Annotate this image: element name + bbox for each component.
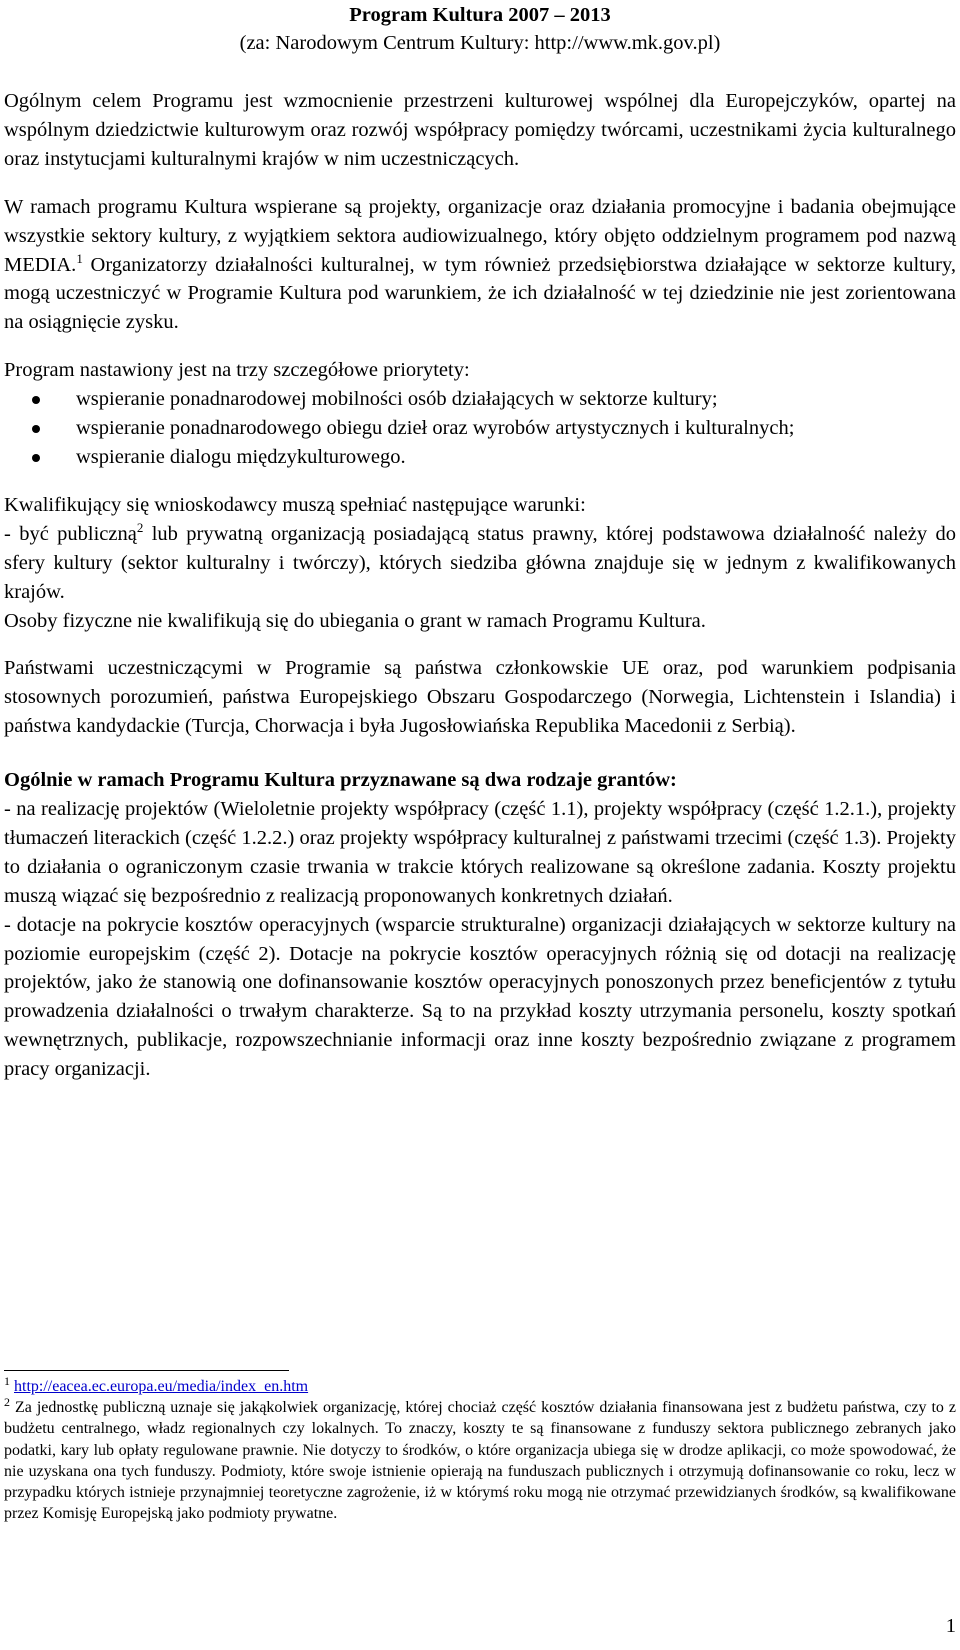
list-item (4, 414, 956, 443)
document-title: Program Kultura 2007 – 2013 (349, 4, 611, 26)
list-item (4, 385, 956, 414)
grants-operating: - dotacje na pokrycie kosztów operacyjnych (wsparcie strukturalne) organizacji działających w sektorze kultury na poziomie europejskim (część 2). Dotacje na pokrycie kosztów operacyjnych różnią się od dotacji na realizację projektów, jako że stanowią one dofinansowanie kosztów operacyjnych ponoszonych przez beneficjentów z tytułu prowadzenia działalności o trwałym charakterze. Są to na przykład koszty utrzymania personelu, koszty spotkań wewnętrznych, publikacje, rozpowszechnianie informacji oraz inne koszty bezpośrednio związane z programem pracy organizacji. (4, 913, 956, 1081)
paragraph-scope-text-a: W ramach programu Kultura wspierane są projekty, organizacje oraz działania promocyjne i badania obejmujące wszystkie sektory kultury, z wyjątkiem sektora audiowizualnego, który objęto oddzielnym programem pod nazwą MEDIA. (4, 195, 956, 276)
document-subtitle: (za: Narodowym Centrum Kultury: http://www.mk.gov.pl) (239, 32, 721, 54)
document-body (4, 0, 956, 1084)
list-item (4, 443, 956, 472)
footnote-1-link[interactable]: http://eacea.ec.europa.eu/media/index_en.htm (14, 1378, 309, 1395)
footnote-ref-2: 2 (136, 519, 144, 535)
eligibility-intro: Kwalifikujący się wnioskodawcy muszą spełniać następujące warunki: (4, 493, 586, 516)
footnote-ref-1: 1 (76, 250, 83, 266)
paragraph-program-scope (4, 193, 956, 338)
paragraph-general-goal: Ogólnym celem Programu jest wzmocnienie przestrzeni kulturowej wspólnej dla Europejczyków, opartej na wspólnym dziedzictwie kulturowym oraz rozwój współpracy pomiędzy twórcami, uczestnikami życia kulturalnego oraz instytucjami kulturalnymi krajów w nim uczestniczących. (4, 90, 956, 170)
priorities-list (4, 385, 956, 472)
bullet-icon (32, 396, 40, 404)
page-number: 1 (945, 1615, 956, 1637)
spacer (4, 635, 956, 654)
footnote-1 (4, 1376, 956, 1397)
paragraph-participating-countries: Państwami uczestniczącymi w Programie są państwa członkowskie UE oraz, pod warunkiem podpisania stosownych porozumień, państwa Europejskiego Obszaru Gospodarczego (Norwegia, Lichtenstein i Islandia) i państwa kandydackie (Turcja, Chorwacja i była Jugosłowiańska Republika Macedonii z Serbią). (4, 657, 956, 738)
footnote-divider (4, 1370, 289, 1371)
list-item-text: wspieranie ponadnarodowego obiegu dzieł oraz wyrobów artystycznych i kulturalnych; (76, 417, 795, 440)
bullet-icon (32, 454, 40, 462)
list-item-text: wspieranie dialogu międzykulturowego. (76, 445, 406, 468)
spacer (4, 741, 956, 766)
priorities-intro: Program nastawiony jest na trzy szczegółowe priorytety: (4, 359, 470, 382)
bullet-icon (32, 425, 40, 433)
eligibility-text-a: - być publiczną (4, 522, 137, 545)
footnotes (4, 1376, 956, 1524)
footnote-2-text: Za jednostkę publiczną uznaje się jakąkolwiek organizację, której chociaż część kosztów działania finansowana jest z budżetu państwa, czy to z budżetu centralnego, władz regionalnych czy lokalnych. To znaczy, koszty te są finansowane z funduszy sektora publicznego zebranych jako podatki, kary lub opłaty regulowane prawnie. Nie dotyczy to środków, o które organizacja ubiega się w drodze aplikacji, co może spowodować, że nie uzyskana ona tych funduszy. Podmioty, które swoje istnienie opierają na funduszach publicznych i otrzymują dofinansowanie co roku, lecz w przypadku których istnieje przynajmniej teoretyczne zagrożenie, iż w którymś roku mogą nie otrzymać przewidzianych środków, są kwalifikowane przez Komisję Europejską jako podmioty prywatne. (4, 1399, 956, 1523)
footnote-mark-2: 2 (4, 1395, 10, 1410)
eligibility-condition (4, 520, 956, 607)
grants-projects: - na realizację projektów (Wieloletnie projekty współpracy (część 1.1), projekty współpracy (część 1.2.1.), projekty tłumaczeń literackich (część 1.2.2.) oraz projekty współpracy kulturalnej z państwami trzecimi (część 1.3). Projekty to działania o ograniczonym czasie trwania w trakcie których realizowane są określone zadania. Koszty projektu muszą wiązać się bezpośrednio z realizacją proponowanych konkretnych działań. (4, 798, 956, 907)
paragraph-scope-text-b: Organizatorzy działalności kulturalnej, w tym również przedsiębiorstwa działające w sektorze kultury, mogą uczestniczyć w Programie Kultura pod warunkiem, że ich działalność w tej dziedzinie nie jest zorientowana na osiągnięcie zysku. (4, 253, 956, 334)
spacer (4, 472, 956, 491)
eligibility-text-b: lub prywatną organizacją posiadającą status prawny, której podstawowa działalność należy do sfery kultury (sektor kulturalny i twórczy), których siedziba główna znajduje się w jednym z kwalifikowanych krajów. (4, 522, 956, 603)
list-item-text: wspieranie ponadnarodowej mobilności osób działających w sektorze kultury; (76, 388, 718, 411)
eligibility-individuals: Osoby fizyczne nie kwalifikują się do ubiegania o grant w ramach Programu Kultura. (4, 609, 706, 632)
grants-heading: Ogólnie w ramach Programu Kultura przyznawane są dwa rodzaje grantów: (4, 769, 677, 792)
footnote-2 (4, 1397, 956, 1524)
footnote-mark-1: 1 (4, 1374, 10, 1388)
